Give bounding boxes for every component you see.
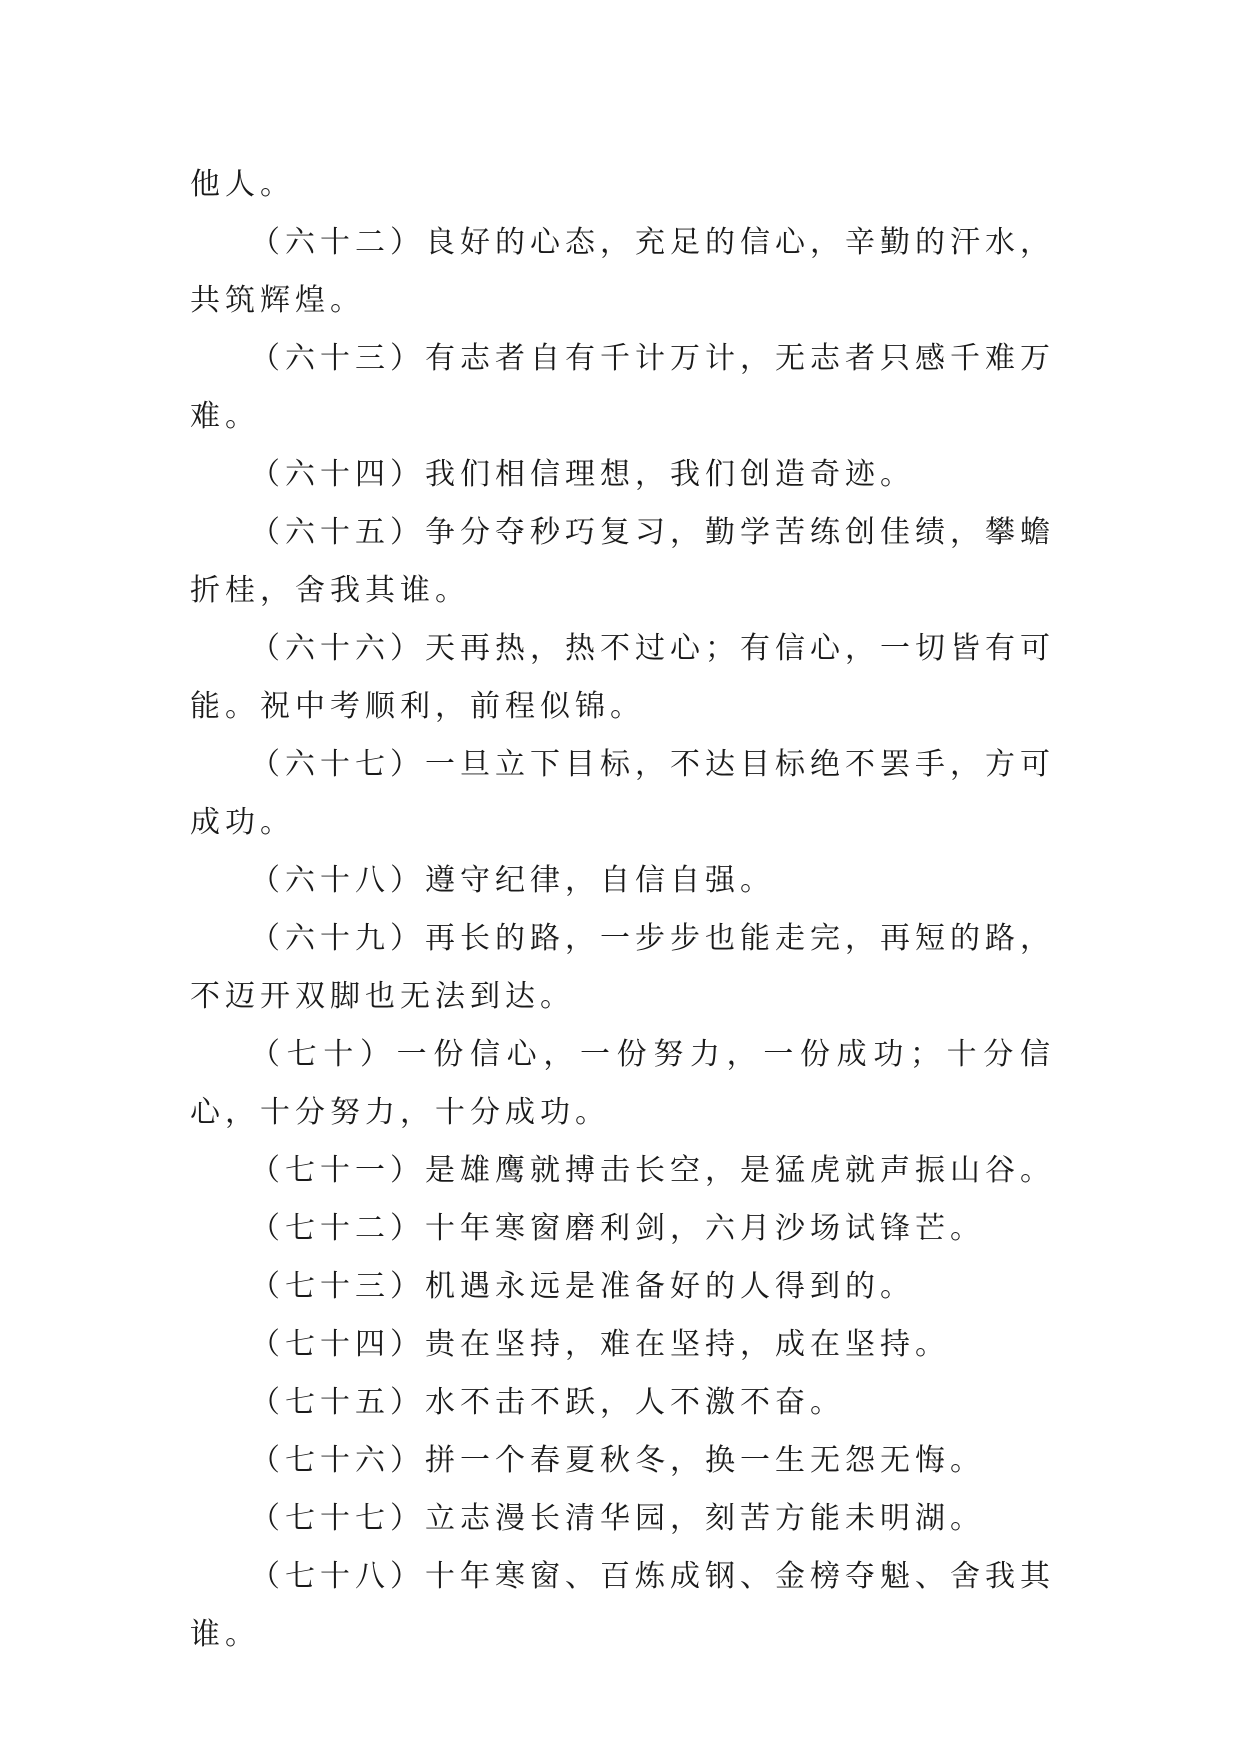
paragraph-69: （六十九）再长的路，一步步也能走完，再短的路，不迈开双脚也无法到达。 (190, 921, 1055, 1014)
paragraph-65: （六十五）争分夺秒巧复习，勤学苦练创佳绩，攀蟾折桂，舍我其谁。 (190, 515, 1055, 608)
paragraph-68: （六十八）遵守纪律，自信自强。 (250, 863, 775, 898)
paragraph-74: （七十四）贵在坚持，难在坚持，成在坚持。 (250, 1327, 950, 1362)
document-body (190, 156, 1055, 1664)
paragraph-62: （六十二）良好的心态，充足的信心，辛勤的汗水，共筑辉煌。 (190, 225, 1055, 318)
paragraph-77: （七十七）立志漫长清华园，刻苦方能未明湖。 (250, 1501, 985, 1536)
paragraph-67: （六十七）一旦立下目标，不达目标绝不罢手，方可成功。 (190, 747, 1055, 840)
paragraph-72: （七十二）十年寒窗磨利剑，六月沙场试锋芒。 (250, 1211, 985, 1246)
paragraph-64: （六十四）我们相信理想，我们创造奇迹。 (250, 457, 915, 492)
paragraph-66: （六十六）天再热，热不过心；有信心，一切皆有可能。祝中考顺利，前程似锦。 (190, 631, 1055, 724)
paragraph-continuation: 他人。 (190, 167, 295, 202)
paragraph-70: （七十）一份信心，一份努力，一份成功；十分信心，十分努力，十分成功。 (190, 1037, 1055, 1130)
paragraph-76: （七十六）拼一个春夏秋冬，换一生无怨无悔。 (250, 1443, 985, 1478)
paragraph-73: （七十三）机遇永远是准备好的人得到的。 (250, 1269, 915, 1304)
paragraph-71: （七十一）是雄鹰就搏击长空，是猛虎就声振山谷。 (250, 1153, 1055, 1188)
paragraph-75: （七十五）水不击不跃，人不激不奋。 (250, 1385, 845, 1420)
paragraph-63: （六十三）有志者自有千计万计，无志者只感千难万难。 (190, 341, 1055, 434)
paragraph-78: （七十八）十年寒窗、百炼成钢、金榜夺魁、舍我其谁。 (190, 1559, 1055, 1652)
